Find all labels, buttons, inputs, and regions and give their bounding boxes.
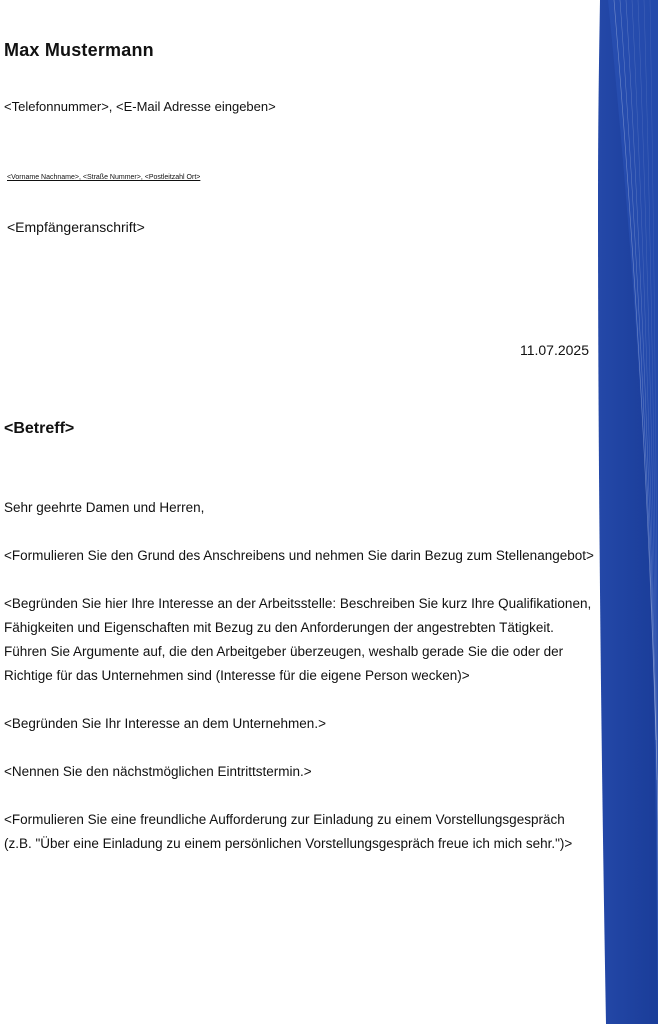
body-paragraph: <Formulieren Sie den Grund des Anschreibens und nehmen Sie darin Bezug zum Stellenangebot>	[4, 548, 594, 563]
body-paragraph: <Nennen Sie den nächstmöglichen Eintrittstermin.>	[4, 764, 312, 779]
letter-body	[4, 496, 594, 880]
letter-date: 11.07.2025	[519, 342, 589, 358]
recipient-address: <Empfängeranschrift>	[7, 219, 145, 235]
sender-contact: <Telefonnummer>, <E-Mail Adresse eingeben>	[4, 99, 276, 114]
letter-subject: <Betreff>	[4, 420, 75, 437]
body-paragraph: <Begründen Sie Ihr Interesse an dem Unternehmen.>	[4, 716, 326, 731]
sender-name: Max Mustermann	[4, 40, 154, 60]
greeting: Sehr geehrte Damen und Herren,	[4, 500, 205, 515]
body-paragraph: <Begründen Sie hier Ihre Interesse an der Arbeitsstelle: Beschreiben Sie kurz Ihre Qualifikationen, Fähigkeiten und Eigenschaften mit Bezug zu den Anforderungen der angestrebten Tätigkeit. Führen Sie Argumente auf, die den Arbeitgeber überzeugen, weshalb gerade Sie die oder der Richtige für das Unternehmen sind (Interesse für die eigene Person wecken)>	[4, 596, 592, 683]
return-address-line: <Vorname Nachname>, <Straße Nummer>, <Postleitzahl Ort>	[7, 174, 201, 181]
decorative-wave-sidebar	[598, 0, 658, 1024]
body-paragraph: <Formulieren Sie eine freundliche Aufforderung zur Einladung zu einem Vorstellungsgespräch (z.B. "Über eine Einladung zu einem persönlichen Vorstellungsgespräch freue ich mich sehr.")>	[4, 812, 573, 851]
